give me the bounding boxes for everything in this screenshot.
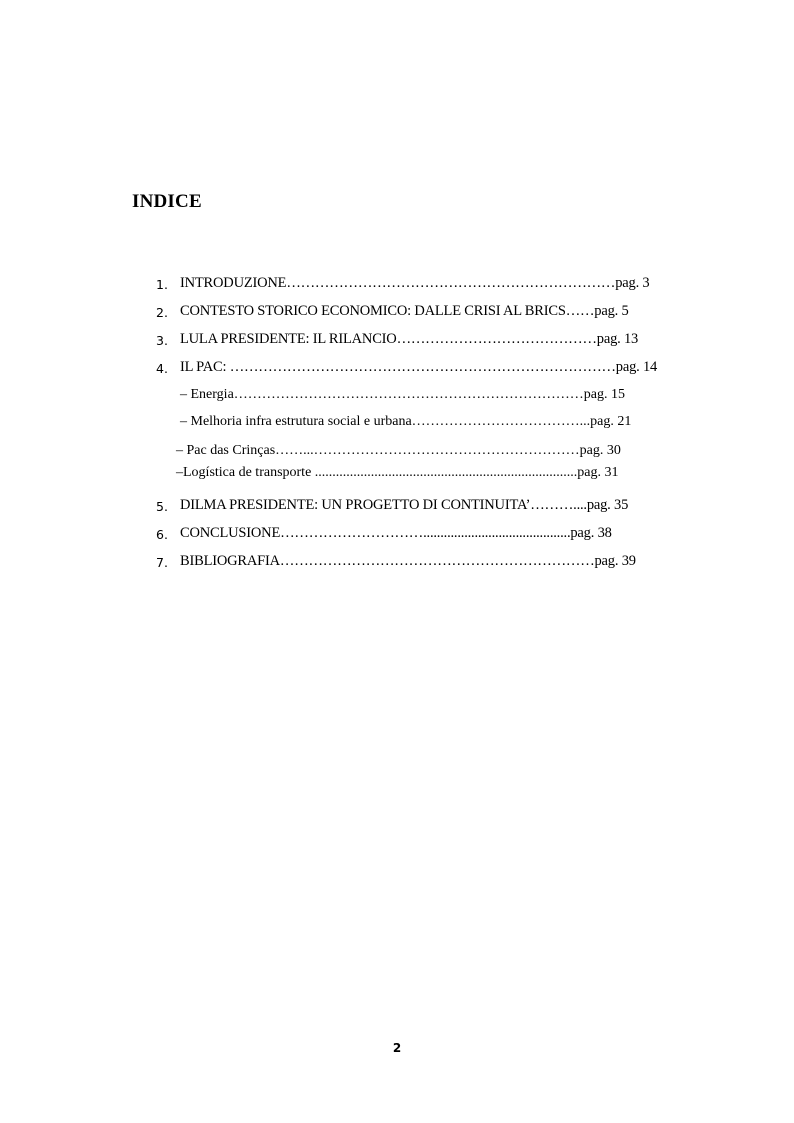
- toc-entry-text: BIBLIOGRAFIA…………………………………………………………pag. 39: [180, 553, 636, 569]
- toc-entry-number: 3.: [156, 333, 168, 348]
- toc-entry-text: LULA PRESIDENTE: IL RILANCIO……………………………………pag. 13: [180, 331, 639, 347]
- toc-entry-text: CONTESTO STORICO ECONOMICO: DALLE CRISI AL BRICS……pag. 5: [180, 303, 629, 319]
- toc-entry-text: IL PAC: ………………………………………………………………………pag. 14: [180, 359, 658, 375]
- toc-subentry: [176, 443, 621, 459]
- toc-entry-text: DILMA PRESIDENTE: UN PROGETTO DI CONTINUITA’………....pag. 35: [180, 497, 629, 513]
- toc-subentry-text: – Energia…………………………………………………………………pag. 15: [180, 387, 625, 402]
- toc-subentry-text: – Pac das Crinças……...…………………………………………………pag. 30: [176, 443, 621, 458]
- toc-entry-number: 5.: [156, 499, 168, 514]
- toc-subentry: [176, 465, 619, 481]
- toc-entry-number: 7.: [156, 555, 168, 570]
- toc-subentry-text: – Melhoria infra estrutura social e urbana………………………………...pag. 21: [180, 414, 632, 429]
- toc-entry-number: 2.: [156, 305, 168, 320]
- toc-entry-number: 6.: [156, 527, 168, 542]
- toc-subentry-text: –Logística de transporte ...........................................................................pag. 31: [176, 465, 619, 480]
- toc-entry-text: INTRODUZIONE……………………………………………………………pag. 3: [180, 275, 650, 291]
- toc-entry-text: CONCLUSIONE…………………………...........................................pag. 38: [180, 525, 612, 541]
- page-number: 2: [392, 1041, 402, 1055]
- toc-subentry: [180, 387, 625, 403]
- toc-entry-number: 4.: [156, 361, 168, 376]
- toc-entry-number: 1.: [156, 277, 168, 292]
- toc-subentry: [180, 414, 631, 430]
- index-title: INDICE: [132, 191, 202, 212]
